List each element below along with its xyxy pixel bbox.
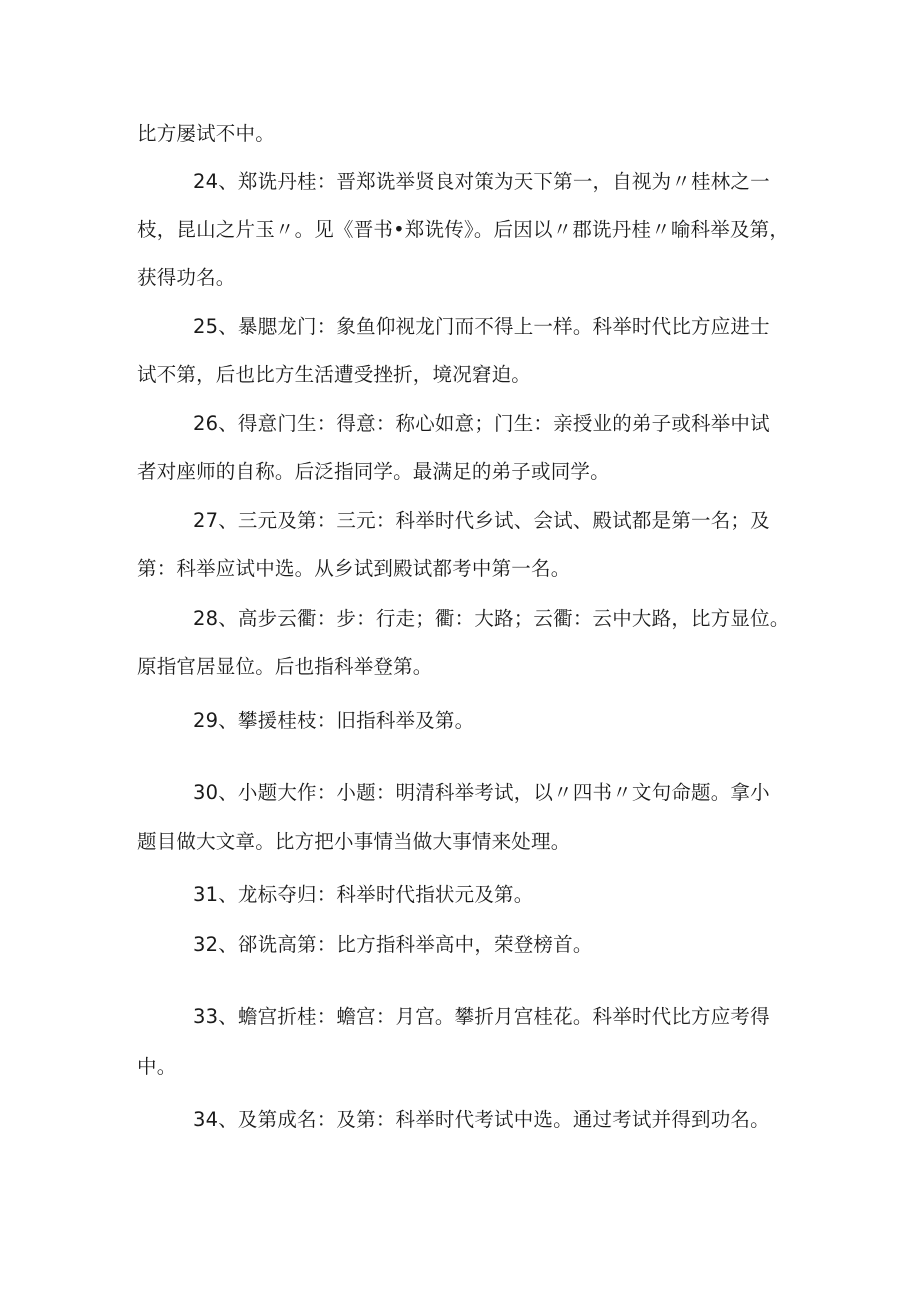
text-line: 获得功名。 [137, 266, 236, 289]
text-line: 比方屡试不中。 [137, 122, 275, 145]
text-line: 26、得意门生：得意：称心如意；门生：亲授业的弟子或科举中试 [193, 412, 770, 435]
text-line: 30、小题大作：小题：明清科举考试，以〃四书〃文句命题。拿小 [193, 781, 770, 804]
text-line: 24、郑诜丹桂：晋郑诜举贤良对策为天下第一，自视为〃桂林之一 [193, 170, 770, 193]
text-line: 试不第，后也比方生活遭受挫折，境况窘迫。 [137, 363, 532, 386]
text-line: 32、郤诜高第：比方指科举高中，荣登榜首。 [193, 933, 593, 956]
text-line: 第：科举应试中选。从乡试到殿试都考中第一名。 [137, 557, 571, 580]
text-line: 题目做大文章。比方把小事情当做大事情来处理。 [137, 830, 571, 853]
text-line: 27、三元及第：三元：科举时代乡试、会试、殿试都是第一名；及 [193, 509, 770, 532]
text-line: 枝，昆山之片玉〃。见《晋书•郑诜传》。后因以〃郡诜丹桂〃喻科举及第， [137, 218, 790, 241]
text-line: 33、蟾宫折桂：蟾宫：月宫。攀折月宫桂花。科举时代比方应考得 [193, 1005, 770, 1028]
text-line: 原指官居显位。后也指科举登第。 [137, 655, 433, 678]
text-line: 25、暴腮龙门：象鱼仰视龙门而不得上一样。科举时代比方应进士 [193, 315, 770, 338]
text-line: 者对座师的自称。后泛指同学。最满足的弟子或同学。 [137, 460, 610, 483]
text-line: 34、及第成名：及第：科举时代考试中选。通过考试并得到功名。 [193, 1108, 770, 1131]
text-line: 31、龙标夺归：科举时代指状元及第。 [193, 883, 534, 906]
text-line: 29、攀援桂枝：旧指科举及第。 [193, 709, 475, 732]
text-line: 28、高步云衢：步：行走；衢：大路；云衢：云中大路，比方显位。 [193, 607, 790, 630]
text-line: 中。 [137, 1055, 177, 1078]
